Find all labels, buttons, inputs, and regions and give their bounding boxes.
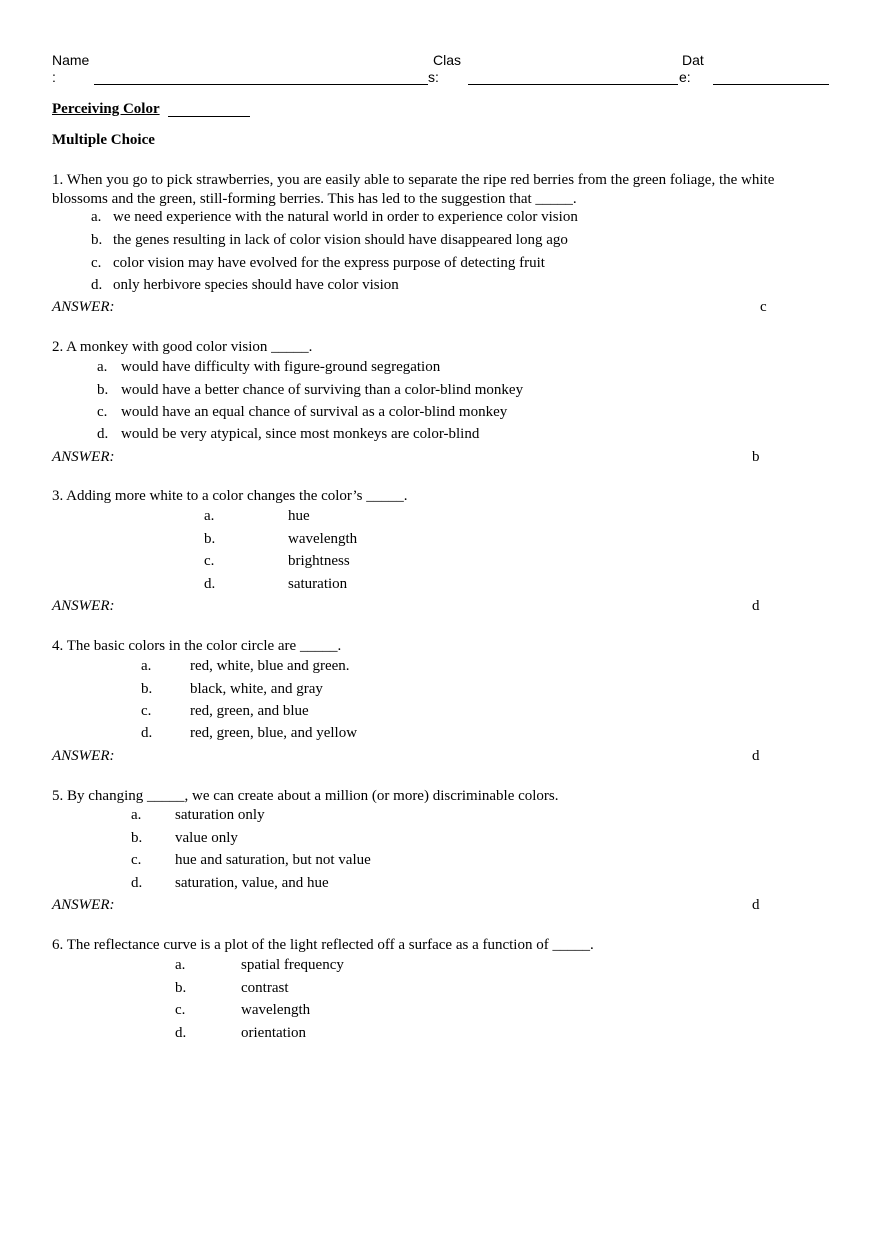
q1-option-c-text: color vision may have evolved for the express purpose of detecting fruit (113, 255, 545, 271)
q3-option-b-letter: b. (204, 531, 216, 547)
q5-option-b-text: value only (175, 830, 238, 846)
q3-option-a-letter: a. (204, 508, 215, 524)
question-3-text: 3. Adding more white to a color changes the color’s _____. (52, 488, 408, 504)
q1-option-b-text: the genes resulting in lack of color vision should have disappeared long ago (113, 232, 568, 248)
q3-option-d-letter: d. (204, 576, 216, 592)
q2-option-a-text: would have difficulty with figure-ground segregation (121, 359, 441, 375)
q5-option-a-text: saturation only (175, 807, 265, 823)
date-field[interactable] (713, 84, 829, 85)
q4-option-d-text: red, green, blue, and yellow (190, 725, 358, 741)
q6-option-c-letter: c. (175, 1002, 186, 1018)
question-6-text: 6. The reflectance curve is a plot of the light reflected off a surface as a function of _____. (52, 937, 594, 953)
q6-option-c-text: wavelength (241, 1002, 311, 1018)
date-label-suffix: e: (679, 69, 691, 85)
q1-option-b-letter: b. (91, 232, 103, 248)
q2-option-b-letter: b. (97, 382, 109, 398)
name-label-colon: : (52, 69, 56, 85)
page-title: Perceiving Color (52, 101, 160, 117)
q6-option-a-text: spatial frequency (241, 957, 344, 973)
answer-5-value: d (752, 897, 760, 913)
q4-option-c-text: red, green, and blue (190, 703, 309, 719)
q1-option-d-text: only herbivore species should have color vision (113, 277, 399, 293)
q3-option-c-text: brightness (288, 553, 350, 569)
q2-option-d-text: would be very atypical, since most monkeys are color-blind (121, 426, 480, 442)
q2-option-a-letter: a. (97, 359, 108, 375)
q6-option-b-text: contrast (241, 980, 289, 996)
q5-option-c-letter: c. (131, 852, 142, 868)
q1-option-d-letter: d. (91, 277, 103, 293)
q4-option-b-text: black, white, and gray (190, 681, 323, 697)
q3-option-b-text: wavelength (288, 531, 358, 547)
answer-1-value: c (760, 299, 767, 315)
class-field[interactable] (468, 84, 678, 85)
q2-option-c-letter: c. (97, 404, 108, 420)
q4-option-b-letter: b. (141, 681, 153, 697)
class-label-suffix: s: (428, 69, 439, 85)
q5-option-d-text: saturation, value, and hue (175, 875, 329, 891)
date-label: Dat (682, 52, 704, 68)
answer-2-value: b (752, 449, 760, 465)
answer-3-value: d (752, 598, 760, 614)
q6-option-a-letter: a. (175, 957, 186, 973)
section-heading: Multiple Choice (52, 132, 155, 148)
q6-option-d-text: orientation (241, 1025, 306, 1041)
question-5-text: 5. By changing _____, we can create about a million (or more) discriminable colors. (52, 788, 559, 804)
q3-option-c-letter: c. (204, 553, 215, 569)
name-label: Name (52, 52, 90, 68)
q5-option-d-letter: d. (131, 875, 143, 891)
q6-option-b-letter: b. (175, 980, 187, 996)
q4-option-c-letter: c. (141, 703, 152, 719)
q4-option-a-letter: a. (141, 658, 152, 674)
q6-option-d-letter: d. (175, 1025, 187, 1041)
question-1-text: 1. When you go to pick strawberries, you are easily able to separate the ripe red berries from the green foliage, the white blossoms and the green, still-forming berries. This has led to the suggestion that _____. (52, 172, 775, 207)
q2-option-d-letter: d. (97, 426, 109, 442)
q5-option-c-text: hue and saturation, but not value (175, 852, 371, 868)
q2-option-c-text: would have an equal chance of survival as a color-blind monkey (121, 404, 508, 420)
question-2-text: 2. A monkey with good color vision _____. (52, 339, 313, 355)
class-label: Clas (433, 52, 462, 68)
answer-label-2: ANSWER: (52, 449, 115, 465)
answer-label-3: ANSWER: (52, 598, 115, 614)
q1-option-a-letter: a. (91, 209, 102, 225)
q4-option-d-letter: d. (141, 725, 153, 741)
q4-option-a-text: red, white, blue and green. (190, 658, 350, 674)
q2-option-b-text: would have a better chance of surviving than a color-blind monkey (121, 382, 524, 398)
q3-option-a-text: hue (288, 508, 310, 524)
answer-label-4: ANSWER: (52, 748, 115, 764)
q5-option-b-letter: b. (131, 830, 143, 846)
title-trailing-rule (168, 116, 250, 117)
q1-option-a-text: we need experience with the natural world in order to experience color vision (113, 209, 578, 225)
name-field[interactable] (94, 84, 428, 85)
q3-option-d-text: saturation (288, 576, 348, 592)
answer-label-1: ANSWER: (52, 299, 115, 315)
q5-option-a-letter: a. (131, 807, 142, 823)
answer-4-value: d (752, 748, 760, 764)
question-4-text: 4. The basic colors in the color circle are _____. (52, 638, 342, 654)
q1-option-c-letter: c. (91, 255, 102, 271)
answer-label-5: ANSWER: (52, 897, 115, 913)
